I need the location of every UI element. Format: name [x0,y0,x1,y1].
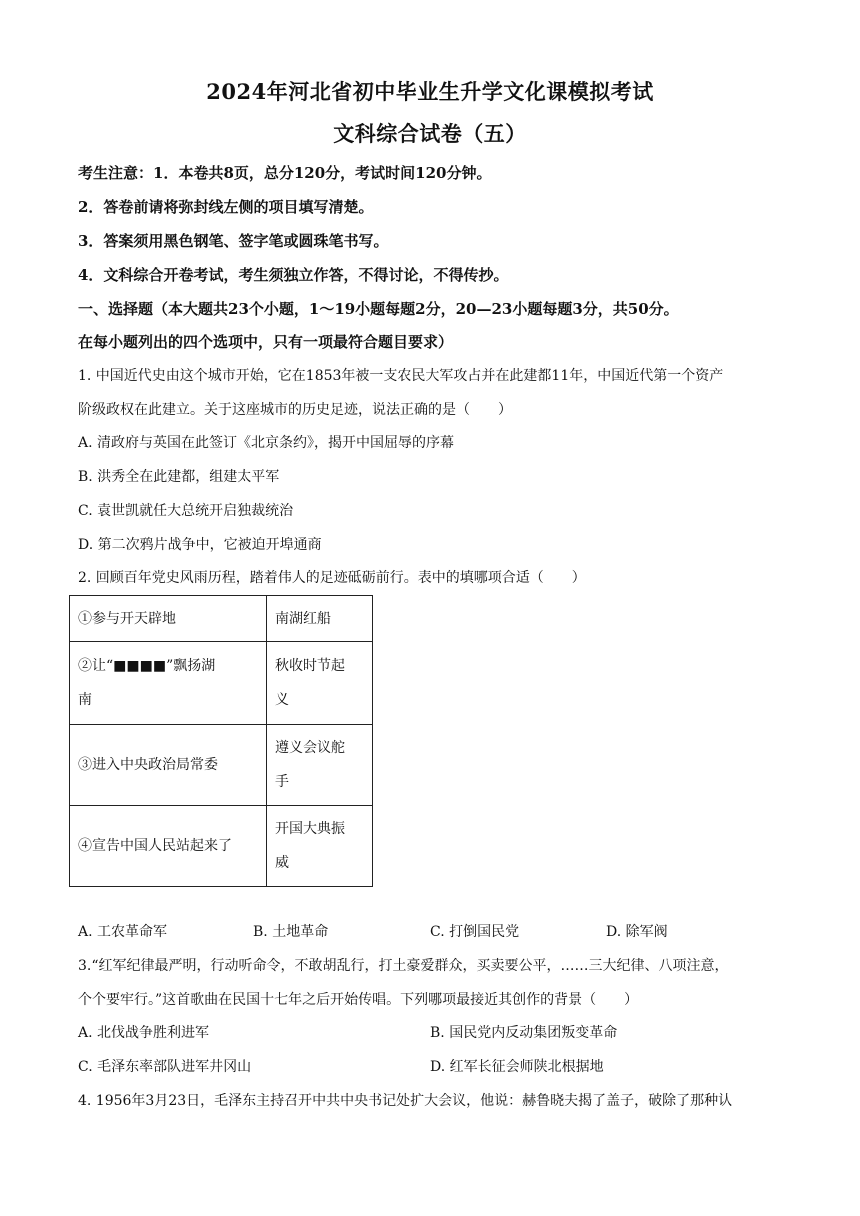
table-cell [70,642,267,725]
cell-text: 开国大典振 [275,821,345,837]
q2-table [69,595,373,887]
exam-title: 2024年河北省初中毕业生升学文化课模拟考试 [206,79,654,104]
note-4: 4．文科综合开卷考试，考生须独立作答，不得讨论，不得传抄。 [78,266,509,284]
q1-option-b: B. 洪秀全在此建都，组建太平军 [78,469,280,485]
cell-text: 义 [275,692,289,708]
exam-subtitle: 文科综合试卷（五） [333,121,527,146]
cell-text: 秋收时节起 [275,658,345,674]
cell-text: 手 [275,774,289,790]
table-cell [267,642,373,725]
q3-stem-line1: 3.“红军纪律最严明，行动听命令，不敢胡乱行，打土豪爱群众，买卖要公平，……三大纪律、八项注意， [78,958,729,974]
q3-option-c: C. 毛泽东率部队进军井冈山 [78,1059,252,1075]
table-cell [70,725,267,806]
q2-option-a: A. 工农革命军 [78,924,168,940]
q3-stem-line2: 个个要牢行。”这首歌曲在民国十七年之后开始传唱。下列哪项最接近其创作的背景（ ） [78,992,639,1008]
q3-option-a: A. 北伐战争胜利进军 [78,1025,210,1041]
cell-text: 遵义会议舵 [275,740,345,756]
q2-stem: 2. 回顾百年党史风雨历程，踏着伟人的足迹砥砺前行。表中的填哪项合适（ ） [78,570,586,586]
q1-stem-line1: 1. 中国近代史由这个城市开始，它在1853年被一支农民大军攻占并在此建都11年，中国近代第一个资产 [78,368,724,384]
q1-stem-line2: 阶级政权在此建立。关于这座城市的历史足迹，说法正确的是（ ） [78,402,512,418]
q3-option-d: D. 红军长征会师陕北根据地 [430,1059,604,1075]
note-1: 考生注意：1．本卷共8页，总分120分，考试时间120分钟。 [78,164,492,182]
cell-text: ②让“■■■■”飘扬湖 [78,658,216,674]
table-row [70,806,373,887]
cell-text: 南 [78,692,92,708]
table-cell [267,596,373,642]
table-row [70,642,373,725]
table-cell [70,596,267,642]
cell-text: ④宣告中国人民站起来了 [78,838,232,854]
cell-text: 南湖红船 [275,610,331,627]
cell-text: ③进入中央政治局常委 [78,757,218,773]
cell-text: ①参与开天辟地 [78,610,176,627]
q2-option-c: C. 打倒国民党 [430,924,520,940]
table-cell [267,725,373,806]
note-3: 3．答案须用黑色钢笔、签字笔或圆珠笔书写。 [78,232,389,250]
q2-option-d: D. 除军阀 [606,924,668,940]
table-cell [70,806,267,887]
q1-option-a: A. 清政府与英国在此签订《北京条约》，揭开中国屈辱的序幕 [78,435,455,451]
q1-option-c: C. 袁世凯就任大总统开启独裁统治 [78,503,294,519]
table-cell [267,806,373,887]
q4-stem-line1: 4. 1956年3月23日，毛泽东主持召开中共中央书记处扩大会议，他说：赫鲁晓夫揭了盖子，破除了那种认 [78,1093,733,1109]
section-heading-line1: 一、选择题（本大题共23个小题，1～19小题每题2分，20—23小题每题3分，共50分。 [78,300,679,318]
note-2: 2．答卷前请将弥封线左侧的项目填写清楚。 [78,198,374,216]
table-row [70,725,373,806]
q1-option-d: D. 第二次鸦片战争中，它被迫开埠通商 [78,537,322,553]
table-row [70,596,373,642]
cell-text: 威 [275,855,289,871]
section-heading-line2: 在每小题列出的四个选项中，只有一项最符合题目要求） [78,333,454,351]
q3-option-b: B. 国民党内反动集团叛变革命 [430,1025,618,1041]
q2-option-b: B. 土地革命 [253,924,329,940]
